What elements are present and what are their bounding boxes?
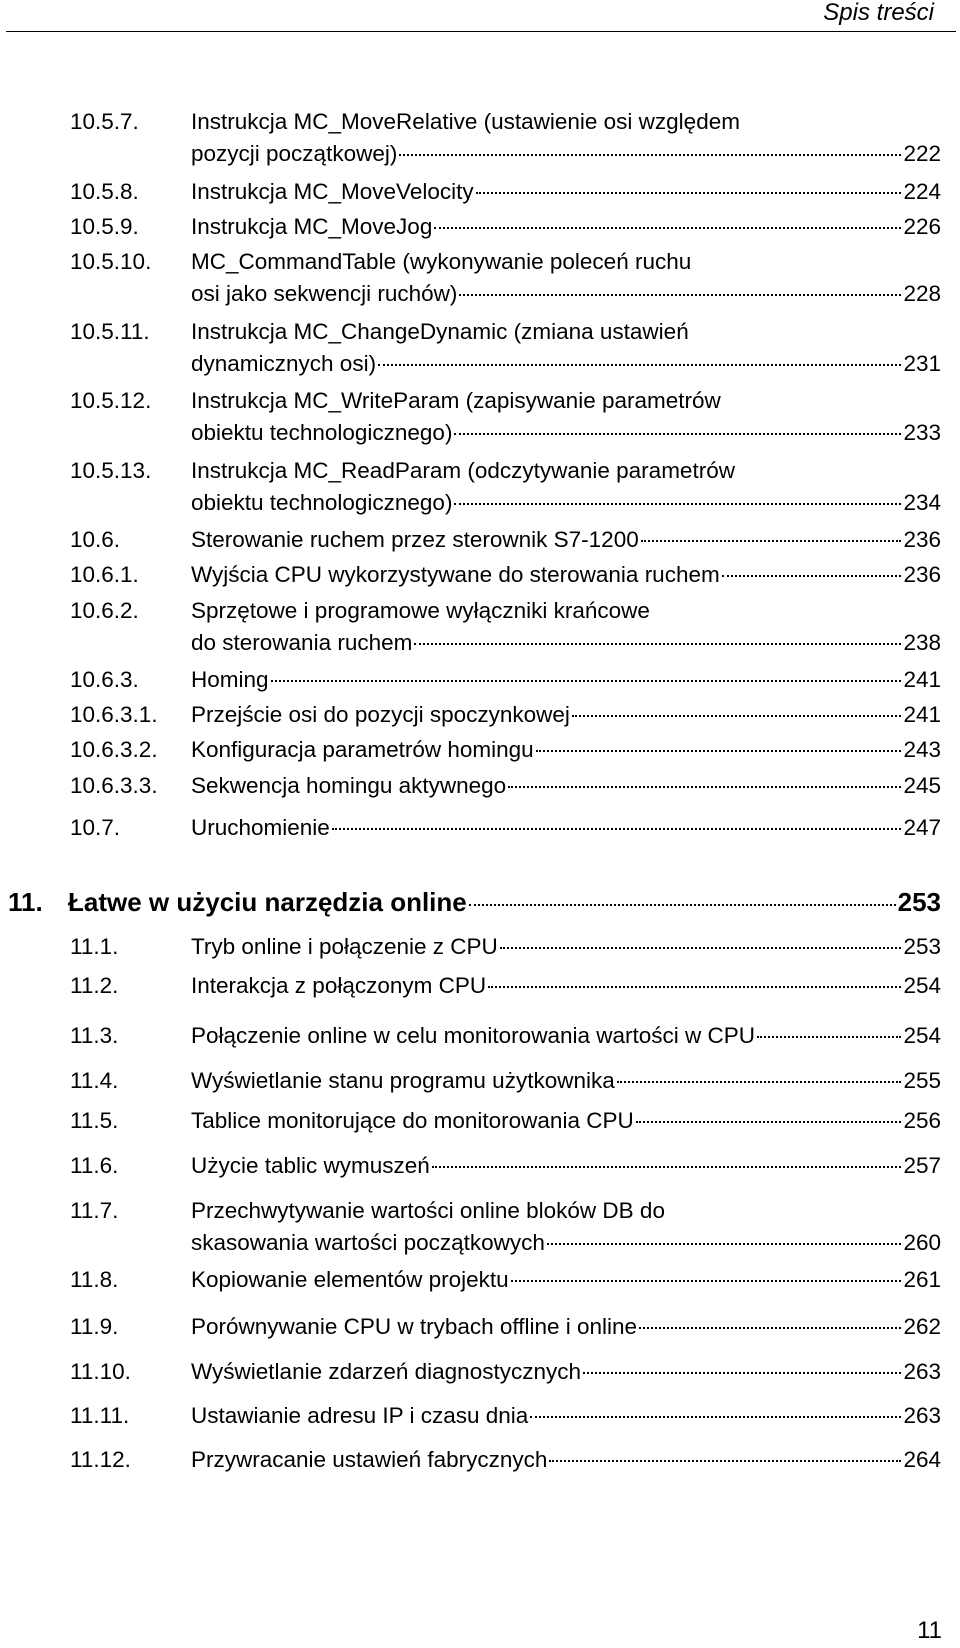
dot-leader (549, 1459, 901, 1462)
toc-entry-title: Instrukcja MC_MoveJog (191, 214, 433, 239)
dot-leader (583, 1371, 901, 1374)
dot-leader (432, 1165, 902, 1168)
toc-entry-body (191, 1356, 941, 1388)
toc-entry-body (191, 1400, 941, 1432)
dot-leader (454, 432, 901, 435)
toc-entry-number: 11.2. (70, 973, 119, 998)
toc-entry-title: Przechwytywanie wartości online bloków DB do (191, 1198, 665, 1223)
toc-entry-body (191, 559, 941, 591)
toc-entry-line (191, 176, 941, 208)
toc-entry-body (191, 970, 941, 1002)
toc-entry-page: 254 (903, 973, 941, 998)
toc-entry-title: Łatwe w użyciu narzędzia online (68, 887, 467, 917)
toc-entry-body (191, 1195, 941, 1259)
toc-entry-body (68, 886, 941, 918)
toc-entry-line (191, 524, 941, 556)
toc-entry-page: 263 (903, 1403, 941, 1428)
toc-entry-title: Sterowanie ruchem przez sterownik S7-1200 (191, 527, 639, 552)
toc-entry-number: 10.5.13. (70, 458, 152, 483)
toc-entry-line (191, 1356, 941, 1388)
toc-entry-line (191, 278, 941, 310)
dot-leader (332, 827, 902, 830)
toc-entry-body (191, 812, 941, 844)
toc-entry-line (68, 886, 941, 918)
toc-entry-title: Kopiowanie elementów projektu (191, 1267, 509, 1292)
toc-entry-number: 11.8. (70, 1267, 119, 1292)
toc-entry-number: 11.6. (70, 1153, 119, 1178)
toc-entry-title: Uruchomienie (191, 815, 330, 840)
dot-leader (378, 363, 901, 366)
toc-entry-body (191, 455, 941, 519)
dot-leader (511, 1279, 902, 1282)
toc-entry-title: pozycji początkowej) (191, 141, 398, 166)
toc-entry-title: Homing (191, 667, 269, 692)
toc-entry-title: Wyjścia CPU wykorzystywane do sterowania ruchem (191, 562, 720, 587)
toc-entry-number: 11. (8, 887, 43, 917)
toc-entry-number: 11.7. (70, 1198, 119, 1223)
toc-entry-body (191, 176, 941, 208)
toc-entry-page: 233 (903, 420, 941, 445)
toc-entry-page: 238 (903, 630, 941, 655)
toc-entry-title: Wyświetlanie stanu programu użytkownika (191, 1068, 615, 1093)
toc-entry-title: Instrukcja MC_MoveRelative (ustawienie osi względem (191, 109, 740, 134)
toc-entry-page: 222 (903, 141, 941, 166)
toc-entry-title: obiektu technologicznego) (191, 490, 453, 515)
toc-entry-number: 10.5.10. (70, 249, 152, 274)
toc-entry-number: 11.10. (70, 1359, 131, 1384)
toc-entry-body (191, 1105, 941, 1137)
toc-entry-title: Porównywanie CPU w trybach offline i online (191, 1314, 638, 1339)
dot-leader (508, 785, 901, 788)
dot-leader (500, 946, 902, 949)
toc-entry-number: 10.7. (70, 815, 121, 840)
dot-leader (530, 1415, 901, 1418)
toc-entry-title: do sterowania ruchem (191, 630, 413, 655)
toc-entry-line (191, 1150, 941, 1182)
toc-entry-line (191, 1105, 941, 1137)
toc-entry-title: Instrukcja MC_ChangeDynamic (zmiana ustawień (191, 319, 689, 344)
toc-entry-page: 260 (903, 1230, 941, 1255)
toc-entry-number: 10.6.3. (70, 667, 139, 692)
toc-entry-number: 10.6.3.1. (70, 702, 158, 727)
toc-entry-line (191, 812, 941, 844)
toc-entry-body (191, 524, 941, 556)
toc-entry-number: 11.11. (70, 1403, 130, 1428)
dot-leader (476, 191, 902, 194)
toc-entry-page: 241 (903, 702, 941, 727)
dot-leader (399, 153, 901, 156)
toc-entry-body (191, 699, 941, 731)
toc-entry-page: 243 (903, 737, 941, 762)
toc-entry-body (191, 385, 941, 449)
toc-entry-title: Przejście osi do pozycji spoczynkowej (191, 702, 570, 727)
toc-entry-line (191, 1020, 941, 1052)
toc-entry-number: 10.6. (70, 527, 121, 552)
dot-leader (454, 502, 901, 505)
dot-leader (722, 574, 902, 577)
toc-entry-title: Instrukcja MC_WriteParam (zapisywanie parametrów (191, 388, 721, 413)
page-number: 11 (917, 1617, 942, 1644)
toc-entry-number: 10.5.11. (70, 319, 150, 344)
toc-entry-title: Tryb online i połączenie z CPU (191, 934, 498, 959)
dot-leader (617, 1080, 902, 1083)
dot-leader (488, 985, 901, 988)
toc-entry-number: 10.5.12. (70, 388, 152, 413)
toc-entry-title: Tablice monitorujące do monitorowania CPU (191, 1108, 634, 1133)
dot-leader (572, 714, 902, 717)
toc-entry-page: 245 (903, 773, 941, 798)
toc-entry-line (191, 348, 941, 380)
toc-entry-body (191, 734, 941, 766)
toc-entry-page: 224 (903, 179, 941, 204)
toc-entry-page: 264 (903, 1447, 941, 1472)
toc-entry-title: Połączenie online w celu monitorowania wartości w CPU (191, 1023, 756, 1048)
toc-entry-number: 11.1. (70, 934, 119, 959)
toc-entry-line (191, 931, 941, 963)
toc-entry-title: Sekwencja homingu aktywnego (191, 773, 507, 798)
toc-entry-title: MC_CommandTable (wykonywanie poleceń ruchu (191, 249, 692, 274)
toc-entry-line (191, 559, 941, 591)
toc-entry-number: 10.6.3.2. (70, 737, 158, 762)
toc-entry-number: 10.6.1. (70, 562, 139, 587)
toc-entry-body (191, 211, 941, 243)
toc-entry-title: Konfiguracja parametrów homingu (191, 737, 534, 762)
toc-entry-line (191, 1400, 941, 1432)
dot-leader (434, 226, 901, 229)
toc-entry-line (191, 1264, 941, 1296)
toc-entry-line (191, 1227, 941, 1259)
toc-entry-title: Interakcja z połączonym CPU (191, 973, 487, 998)
toc-entry-line (191, 316, 941, 348)
toc-entry-page: 231 (903, 351, 941, 376)
toc-entry-body (191, 316, 941, 380)
dot-leader (636, 1120, 902, 1123)
dot-leader (547, 1242, 902, 1245)
toc-entry-title: Instrukcja MC_ReadParam (odczytywanie parametrów (191, 458, 735, 483)
toc-entry-body (191, 595, 941, 659)
toc-entry-body (191, 770, 941, 802)
toc-entry-page: 261 (903, 1267, 941, 1292)
toc-entry-line (191, 664, 941, 696)
toc-entry-page: 255 (903, 1068, 941, 1093)
toc-entry-body (191, 1020, 941, 1052)
toc-entry-body (191, 1065, 941, 1097)
toc-entry-body (191, 1150, 941, 1182)
toc-entry-number: 11.3. (70, 1023, 119, 1048)
running-header-title: Spis treści (823, 0, 934, 26)
toc-entry-page: 256 (903, 1108, 941, 1133)
toc-entry-page: 226 (903, 214, 941, 239)
toc-entry-number: 11.9. (70, 1314, 119, 1339)
toc-entry-line (191, 699, 941, 731)
toc-entry-body (191, 931, 941, 963)
toc-entry-line (191, 455, 941, 487)
toc-entry-number: 11.5. (70, 1108, 119, 1133)
toc-entry-page: 241 (903, 667, 941, 692)
toc-entry-line (191, 970, 941, 1002)
toc-entry-body (191, 1311, 941, 1343)
toc-entry-page: 236 (903, 562, 941, 587)
toc-entry-body (191, 246, 941, 310)
toc-entry-title: skasowania wartości początkowych (191, 1230, 545, 1255)
toc-entry-title: osi jako sekwencji ruchów) (191, 281, 458, 306)
dot-leader (641, 539, 902, 542)
toc-entry-page: 263 (903, 1359, 941, 1384)
toc-entry-line (191, 1065, 941, 1097)
toc-entry-number: 10.5.7. (70, 109, 139, 134)
toc-entry-title: Użycie tablic wymuszeń (191, 1153, 430, 1178)
dot-leader (414, 642, 901, 645)
toc-entry-line (191, 417, 941, 449)
dot-leader (459, 293, 901, 296)
toc-entry-body (191, 1264, 941, 1296)
toc-entry-number: 10.5.8. (70, 179, 139, 204)
toc-entry-number: 11.12. (70, 1447, 131, 1472)
toc-entry-line (191, 627, 941, 659)
toc-entry-line (191, 138, 941, 170)
toc-entry-title: Wyświetlanie zdarzeń diagnostycznych (191, 1359, 581, 1384)
toc-entry-page: 253 (903, 934, 941, 959)
toc-entry-number: 10.5.9. (70, 214, 139, 239)
toc-entry-title: Przywracanie ustawień fabrycznych (191, 1447, 548, 1472)
toc-entry-number: 10.6.3.3. (70, 773, 158, 798)
toc-entry-line (191, 385, 941, 417)
toc-entry-title: dynamicznych osi) (191, 351, 377, 376)
dot-leader (536, 749, 902, 752)
toc-entry-title: Instrukcja MC_MoveVelocity (191, 179, 474, 204)
toc-entry-page: 236 (903, 527, 941, 552)
toc-entry-line (191, 106, 941, 138)
dot-leader (469, 903, 896, 906)
toc-entry-body (191, 106, 941, 170)
toc-entry-line (191, 595, 941, 627)
toc-entry-line (191, 1444, 941, 1476)
toc-entry-page: 228 (903, 281, 941, 306)
dot-leader (757, 1035, 901, 1038)
toc-entry-body (191, 664, 941, 696)
toc-entry-page: 262 (903, 1314, 941, 1339)
toc-entry-title: Sprzętowe i programowe wyłączniki krańcowe (191, 598, 650, 623)
dot-leader (639, 1326, 901, 1329)
toc-entry-number: 11.4. (70, 1068, 119, 1093)
toc-entry-body (191, 1444, 941, 1476)
toc-entry-line (191, 734, 941, 766)
toc-entry-line (191, 770, 941, 802)
toc-entry-line (191, 487, 941, 519)
toc-entry-page: 257 (903, 1153, 941, 1178)
toc-entry-page: 234 (903, 490, 941, 515)
toc-entry-line (191, 246, 941, 278)
toc-entry-title: Ustawianie adresu IP i czasu dnia (191, 1403, 529, 1428)
toc-entry-line (191, 1311, 941, 1343)
toc-entry-line (191, 1195, 941, 1227)
toc-entry-number: 10.6.2. (70, 598, 139, 623)
toc-entry-page: 247 (903, 815, 941, 840)
toc-entry-page: 253 (897, 887, 941, 917)
dot-leader (271, 679, 902, 682)
toc-entry-title: obiektu technologicznego) (191, 420, 453, 445)
toc-entry-line (191, 211, 941, 243)
toc-entry-page: 254 (903, 1023, 941, 1048)
